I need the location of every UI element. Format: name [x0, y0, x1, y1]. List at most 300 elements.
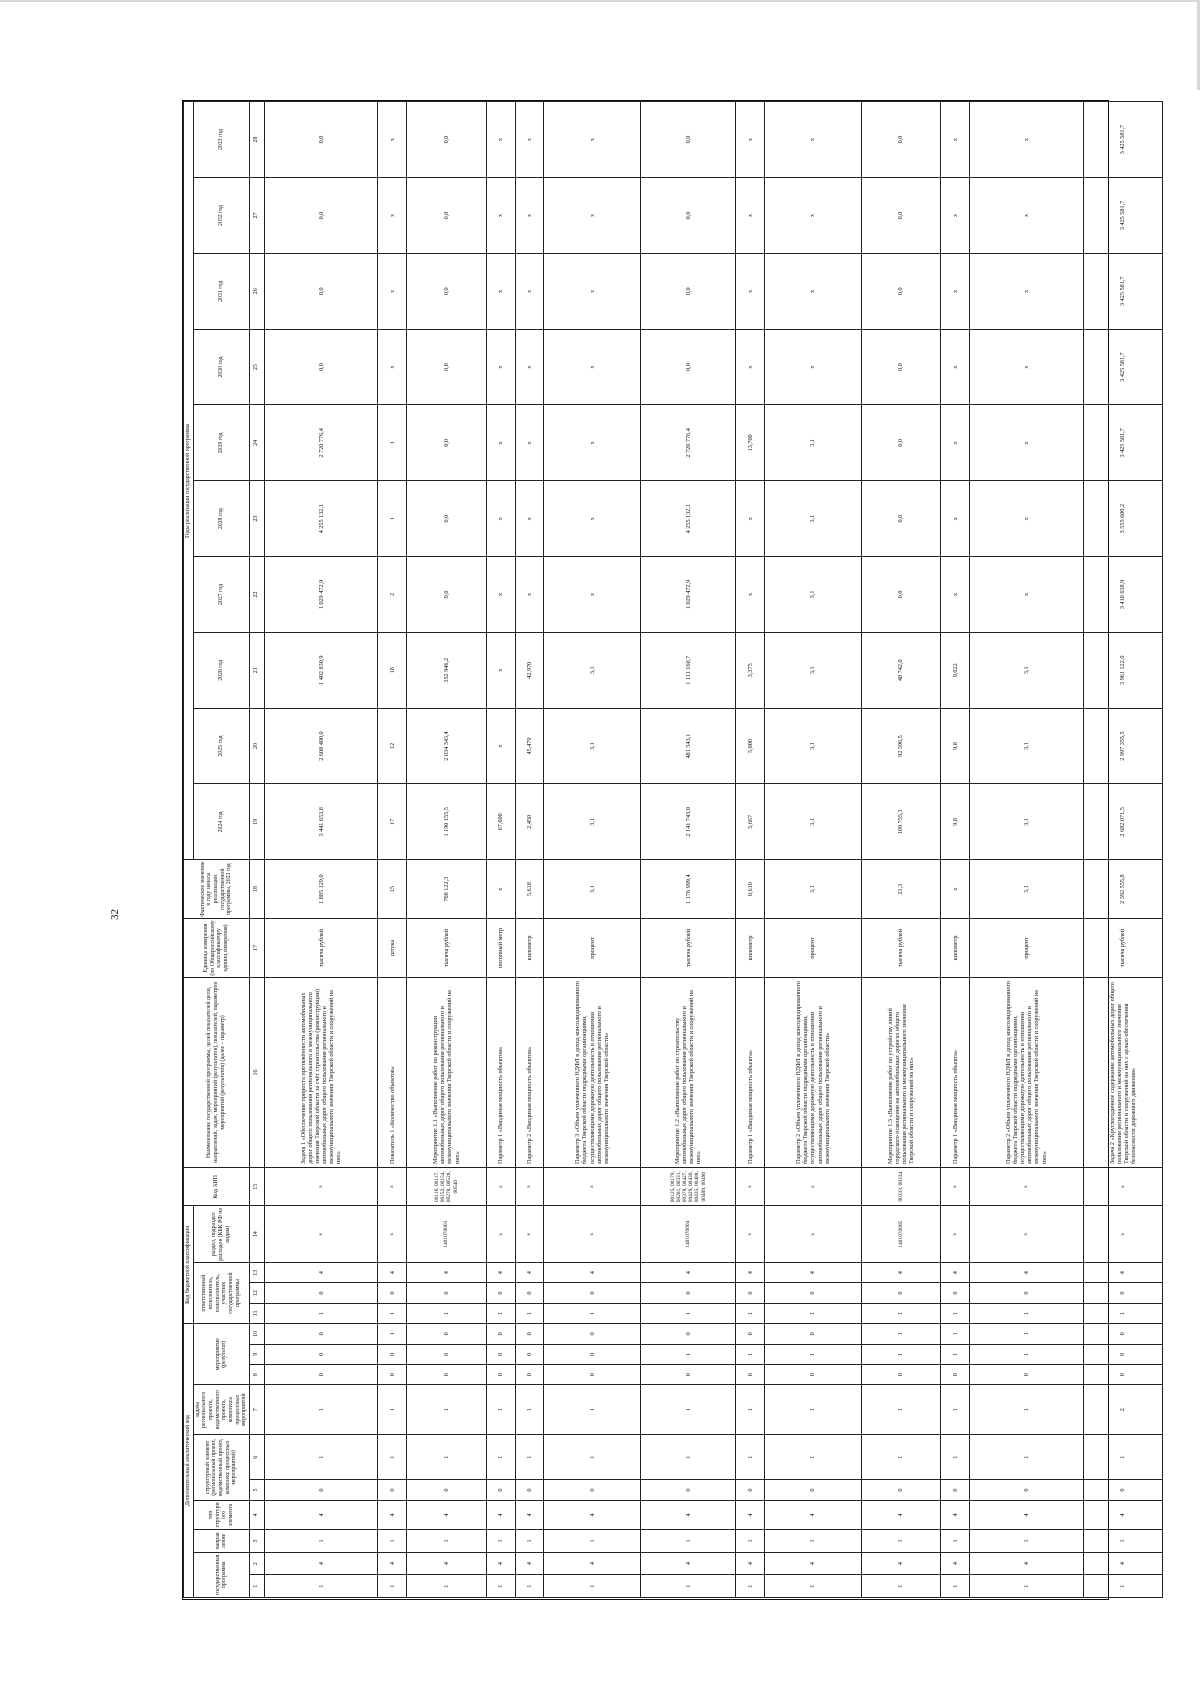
code-cell: 0: [941, 1364, 970, 1384]
header-unit: Единица измерения (по Общероссийскому классификатору единиц измерения): [184, 919, 250, 978]
unit-cell: тысяча рублей: [861, 919, 941, 978]
header-fact: Фактическое значение в году начала реализации государственной программы, 2023 год: [184, 860, 250, 919]
code-cell: 1: [970, 1303, 1083, 1323]
year-value-cell: 3,1: [765, 632, 862, 708]
code-cell: 4: [486, 1500, 515, 1529]
name-cell: Мероприятие 1.3 «Выполнение работ по устройству линий городского освещения на автомобильных дорогах общего пользования регионального и межмуниципального значения Тверской области и сооружений на них»: [861, 977, 941, 1167]
code-cell: 0: [544, 1324, 641, 1345]
code-cell: 0: [640, 1324, 736, 1345]
header-event: мероприятие (результат): [193, 1324, 249, 1385]
aip-cell: х: [970, 1167, 1083, 1205]
year-value-cell: х: [765, 253, 862, 329]
code-cell: 1: [486, 1303, 515, 1323]
column-number-row: [249, 102, 264, 1598]
fact-cell: 3,1: [544, 860, 641, 919]
code-cell: 0: [544, 1480, 641, 1500]
code-cell: 4: [861, 1263, 941, 1283]
code-cell: 1: [515, 1385, 544, 1435]
code-cell: 4: [941, 1263, 970, 1283]
code-cell: 4: [264, 1263, 377, 1283]
fact-cell: 21,3: [861, 860, 941, 919]
code-cell: 0: [264, 1324, 377, 1345]
code-cell: 1: [941, 1344, 970, 1364]
kbk-cell: х: [378, 1206, 407, 1263]
year-value-cell: х: [736, 557, 765, 633]
aip-cell: х: [544, 1167, 641, 1205]
year-value-cell: 352 946,2: [407, 632, 487, 708]
year-value-cell: 3,1: [544, 708, 641, 784]
code-cell: 1: [941, 1530, 970, 1553]
header-budget-group: Код бюджетной классификации: [184, 1206, 194, 1324]
code-cell: 1: [378, 1385, 407, 1435]
kbk-cell: х: [765, 1206, 862, 1263]
year-value-cell: 2 141 743,0: [640, 784, 736, 860]
year-value-cell: 1 402 830,9: [264, 632, 377, 708]
year-value-cell: х: [941, 178, 970, 254]
header-task: задача регионального проекта, ведомственного проекта, комплекса процессных мероприятий: [193, 1385, 249, 1435]
column-number: 22: [249, 557, 264, 633]
code-cell: 1: [861, 1303, 941, 1323]
code-cell: 1: [1083, 1575, 1163, 1598]
aip-cell: х: [378, 1167, 407, 1205]
year-value-cell: 0,0: [861, 178, 941, 254]
code-cell: 0: [264, 1480, 377, 1500]
code-cell: 4: [264, 1552, 377, 1575]
year-value-cell: 5,667: [736, 784, 765, 860]
unit-cell: километр: [941, 919, 970, 978]
code-cell: 1: [640, 1530, 736, 1553]
code-cell: 1: [407, 1303, 487, 1323]
column-number: 9: [249, 1344, 264, 1364]
year-value-cell: х: [378, 329, 407, 405]
header-aip: Код АИП: [184, 1167, 250, 1205]
code-cell: 0: [407, 1364, 487, 1384]
header-year-2030: 2030 год: [193, 329, 249, 405]
aip-cell: 00116, 00117, 00152, 00154, 00278, 00528, 00540: [407, 1167, 487, 1205]
code-cell: 0: [736, 1480, 765, 1500]
code-cell: 1: [378, 1530, 407, 1553]
code-cell: 4: [544, 1552, 641, 1575]
code-cell: 1: [765, 1530, 862, 1553]
year-value-cell: 0,0: [264, 102, 377, 178]
year-value-cell: 4 255 132,1: [640, 481, 736, 557]
code-cell: 0: [378, 1344, 407, 1364]
year-value-cell: х: [970, 405, 1083, 481]
year-value-cell: 481 543,1: [640, 708, 736, 784]
code-cell: 0: [486, 1344, 515, 1364]
fact-cell: х: [941, 860, 970, 919]
code-cell: 4: [1083, 1500, 1163, 1529]
column-number: 2: [249, 1552, 264, 1575]
year-value-cell: 0,0: [407, 481, 487, 557]
code-cell: 1: [378, 1303, 407, 1323]
code-cell: 1: [970, 1530, 1083, 1553]
header-gp: государственная программа: [193, 1552, 249, 1597]
year-value-cell: х: [765, 329, 862, 405]
year-value-cell: 3 425 581,7: [1083, 102, 1163, 178]
code-cell: 0: [264, 1344, 377, 1364]
code-cell: 0: [861, 1364, 941, 1384]
year-value-cell: 2 720 776,4: [640, 405, 736, 481]
code-cell: 1: [640, 1435, 736, 1480]
code-cell: 4: [970, 1263, 1083, 1283]
name-cell: Задача 1 «Обеспечение прироста протяжённости автомобильных дорог общего пользования регионального и межмуниципального значения Тверской области за счёт строительства (реконструкции) автомобильных дорог общего пользования регионального и межмуниципального значения Тверской области и сооружений на них»: [264, 977, 377, 1167]
code-cell: 1: [941, 1575, 970, 1598]
code-cell: 4: [544, 1500, 641, 1529]
unit-cell: процент: [970, 919, 1083, 978]
year-value-cell: 109 755,3: [861, 784, 941, 860]
year-value-cell: 3,1: [970, 784, 1083, 860]
code-cell: 0: [1083, 1283, 1163, 1303]
year-value-cell: х: [515, 102, 544, 178]
code-cell: 0: [640, 1364, 736, 1384]
code-cell: 1: [861, 1385, 941, 1435]
year-value-cell: 42,970: [515, 632, 544, 708]
name-cell: Показатель 1 «Количество объектов»: [378, 977, 407, 1167]
column-number: 26: [249, 253, 264, 329]
code-cell: 4: [861, 1500, 941, 1529]
code-cell: 1: [765, 1385, 862, 1435]
table-row: [544, 102, 641, 1598]
column-number: 17: [249, 919, 264, 978]
code-cell: 1: [378, 1435, 407, 1480]
year-value-cell: х: [544, 481, 641, 557]
code-cell: 4: [970, 1500, 1083, 1529]
code-cell: 0: [264, 1283, 377, 1303]
code-cell: 1: [264, 1575, 377, 1598]
header-year-2032: 2032 год: [193, 178, 249, 254]
name-cell: Параметр 1 «Вводимая мощность объектов»: [486, 977, 515, 1167]
year-value-cell: 0,0: [861, 253, 941, 329]
year-value-cell: х: [765, 178, 862, 254]
code-cell: 0: [640, 1283, 736, 1303]
code-cell: 4: [515, 1263, 544, 1283]
program-table: [183, 101, 1163, 1598]
year-value-cell: 3 555 600,2: [1083, 481, 1163, 557]
year-value-cell: 2: [378, 557, 407, 633]
header-years-group: Годы реализации государственной программы: [184, 102, 194, 860]
code-cell: 0: [264, 1364, 377, 1384]
fact-cell: 15: [378, 860, 407, 919]
column-number: 23: [249, 481, 264, 557]
aip-cell: х: [486, 1167, 515, 1205]
year-value-cell: х: [941, 253, 970, 329]
header-struct: структурный элемент (региональный проект, ведомственный проект, комплекс процессных мероприятий): [193, 1435, 249, 1501]
code-cell: 1: [515, 1530, 544, 1553]
header-year-2029: 2029 год: [193, 405, 249, 481]
fact-cell: 708 122,3: [407, 860, 487, 919]
column-number: 10: [249, 1324, 264, 1345]
aip-cell: 00333, 00334: [861, 1167, 941, 1205]
aip-cell: 00125, 00179, 00281, 00331, 00378, 00427, 00429, 00430, 00435, 00488, 00489, 00490: [640, 1167, 736, 1205]
code-cell: 4: [486, 1263, 515, 1283]
code-cell: 1: [1083, 1530, 1163, 1553]
year-value-cell: 3 441 653,8: [264, 784, 377, 860]
code-cell: 0: [515, 1283, 544, 1303]
code-cell: 0: [765, 1283, 862, 1303]
code-cell: 1: [407, 1435, 487, 1480]
year-value-cell: х: [378, 178, 407, 254]
year-value-cell: 0,0: [407, 102, 487, 178]
code-cell: 1: [970, 1575, 1083, 1598]
code-cell: 1: [970, 1324, 1083, 1345]
year-value-cell: 12: [378, 708, 407, 784]
code-cell: 4: [407, 1263, 487, 1283]
code-cell: 0: [941, 1480, 970, 1500]
column-number: 27: [249, 178, 264, 254]
fact-cell: 1 885 129,0: [264, 860, 377, 919]
table-row: [264, 102, 377, 1598]
year-value-cell: 2 720 776,4: [264, 405, 377, 481]
code-cell: 4: [861, 1552, 941, 1575]
code-cell: 0: [544, 1283, 641, 1303]
unit-cell: тысяча рублей: [407, 919, 487, 978]
code-cell: 1: [1083, 1303, 1163, 1323]
column-number: 18: [249, 860, 264, 919]
code-cell: 2: [1083, 1385, 1163, 1435]
year-value-cell: 3 425 581,7: [1083, 405, 1163, 481]
table-row: [736, 102, 765, 1598]
name-cell: Параметр 2 «Объем уплаченного НДФЛ в доход консолидированного бюджета Тверской области подрядными организациями, осуществляющими дорожную деятельность в отношении автомобильных дорог общего пользования регионального и межмуниципального значения Тверской области и сооружений на них»: [970, 977, 1083, 1167]
header-row-1: [184, 102, 194, 1598]
name-cell: Параметр 2 «Объем уплаченного НДФЛ в доход консолидированного бюджета Тверской области подрядными организациями, осуществляющими дорожную деятельность в отношении автомобильных дорог общего пользования регионального и межмуниципального значения Тверской области»: [765, 977, 862, 1167]
fact-cell: х: [486, 860, 515, 919]
code-cell: 1: [736, 1575, 765, 1598]
year-value-cell: 0,0: [640, 102, 736, 178]
year-value-cell: 18: [378, 632, 407, 708]
code-cell: 1: [378, 1324, 407, 1345]
year-value-cell: х: [736, 102, 765, 178]
header-razdel: раздел, подраздел расходов (КБК РФ по видам): [193, 1206, 249, 1263]
code-cell: 1: [941, 1303, 970, 1323]
code-cell: 4: [736, 1552, 765, 1575]
column-number: 13: [249, 1263, 264, 1283]
code-cell: 0: [515, 1324, 544, 1345]
column-number: 21: [249, 632, 264, 708]
code-cell: 0: [515, 1344, 544, 1364]
code-cell: 0: [407, 1324, 487, 1345]
code-cell: 0: [640, 1480, 736, 1500]
code-cell: 1: [861, 1324, 941, 1345]
year-value-cell: 3 961 122,0: [1083, 632, 1163, 708]
name-cell: Параметр 1 «Вводимая мощность объекта»: [736, 977, 765, 1167]
header-admin: ответственный исполнитель, соисполнитель, участник государственной программы: [193, 1263, 249, 1324]
code-cell: 1: [544, 1575, 641, 1598]
unit-cell: штука: [378, 919, 407, 978]
code-cell: 1: [515, 1435, 544, 1480]
code-cell: 0: [970, 1480, 1083, 1500]
code-cell: 1: [544, 1435, 641, 1480]
code-cell: 0: [378, 1364, 407, 1384]
code-cell: 1: [861, 1435, 941, 1480]
year-value-cell: 3,1: [970, 708, 1083, 784]
aip-cell: х: [1083, 1167, 1163, 1205]
column-number: 8: [249, 1364, 264, 1384]
code-cell: 1: [941, 1324, 970, 1345]
year-value-cell: 3,375: [736, 632, 765, 708]
code-cell: 1: [640, 1385, 736, 1435]
year-value-cell: х: [970, 329, 1083, 405]
code-cell: 0: [765, 1480, 862, 1500]
unit-cell: погонный метр: [486, 919, 515, 978]
code-cell: 0: [1083, 1344, 1163, 1364]
year-value-cell: 9,8: [941, 784, 970, 860]
kbk-cell: 1401070003: [407, 1206, 487, 1263]
year-value-cell: 17: [378, 784, 407, 860]
code-cell: 1: [486, 1530, 515, 1553]
year-value-cell: х: [736, 329, 765, 405]
year-value-cell: х: [941, 329, 970, 405]
column-number: 24: [249, 405, 264, 481]
fact-cell: 5,618: [515, 860, 544, 919]
code-cell: 0: [736, 1324, 765, 1345]
code-cell: 1: [941, 1435, 970, 1480]
year-value-cell: х: [544, 405, 641, 481]
year-value-cell: 0,0: [640, 329, 736, 405]
table-row: [1083, 102, 1163, 1598]
code-cell: 1: [861, 1530, 941, 1553]
code-cell: 0: [1083, 1480, 1163, 1500]
code-cell: 1: [640, 1344, 736, 1364]
code-cell: 4: [640, 1552, 736, 1575]
column-number: 3: [249, 1530, 264, 1553]
code-cell: 4: [640, 1263, 736, 1283]
year-value-cell: 3 425 581,7: [1083, 178, 1163, 254]
code-cell: 0: [941, 1283, 970, 1303]
year-value-cell: 2 682 071,5: [1083, 784, 1163, 860]
code-cell: 0: [861, 1480, 941, 1500]
year-value-cell: 4 255 132,1: [264, 481, 377, 557]
code-cell: 1: [544, 1385, 641, 1435]
code-cell: 0: [407, 1480, 487, 1500]
code-cell: 1: [970, 1435, 1083, 1480]
code-cell: 0: [378, 1480, 407, 1500]
column-number: 14: [249, 1206, 264, 1263]
code-cell: 1: [1083, 1435, 1163, 1480]
year-value-cell: х: [544, 253, 641, 329]
year-value-cell: х: [378, 253, 407, 329]
table-row: [515, 102, 544, 1598]
year-value-cell: х: [486, 178, 515, 254]
name-cell: Параметр 1 «Вводимая мощность объекта»: [941, 977, 970, 1167]
code-cell: 4: [941, 1552, 970, 1575]
code-cell: 0: [486, 1480, 515, 1500]
column-number: 15: [249, 1167, 264, 1205]
code-cell: 0: [486, 1324, 515, 1345]
table-row: [861, 102, 941, 1598]
year-value-cell: х: [486, 632, 515, 708]
code-cell: 4: [378, 1500, 407, 1529]
fact-cell: 0,610: [736, 860, 765, 919]
year-value-cell: х: [486, 253, 515, 329]
unit-cell: процент: [765, 919, 862, 978]
header-year-2028: 2028 год: [193, 481, 249, 557]
year-value-cell: 48 742,0: [861, 632, 941, 708]
code-cell: 0: [861, 1283, 941, 1303]
kbk-cell: х: [264, 1206, 377, 1263]
column-number: 7: [249, 1385, 264, 1435]
unit-cell: тысяча рублей: [1083, 919, 1163, 978]
year-value-cell: 0,0: [861, 329, 941, 405]
header-year-2027: 2027 год: [193, 557, 249, 633]
code-cell: 4: [378, 1263, 407, 1283]
aip-cell: х: [264, 1167, 377, 1205]
year-value-cell: 3 425 581,7: [1083, 253, 1163, 329]
code-cell: 4: [1083, 1552, 1163, 1575]
column-number: 25: [249, 329, 264, 405]
column-number: 1: [249, 1575, 264, 1598]
fact-cell: 3,1: [765, 860, 862, 919]
code-cell: 4: [544, 1263, 641, 1283]
code-cell: 1: [861, 1344, 941, 1364]
code-cell: 1: [407, 1575, 487, 1598]
year-value-cell: 13,700: [736, 405, 765, 481]
code-cell: 1: [640, 1303, 736, 1323]
year-value-cell: 2,450: [515, 784, 544, 860]
code-cell: 1: [378, 1575, 407, 1598]
year-value-cell: х: [378, 102, 407, 178]
year-value-cell: 1 029 472,9: [640, 557, 736, 633]
year-value-cell: х: [970, 557, 1083, 633]
code-cell: 4: [736, 1500, 765, 1529]
code-cell: 4: [640, 1500, 736, 1529]
kbk-cell: х: [970, 1206, 1083, 1263]
code-cell: 0: [765, 1364, 862, 1384]
year-value-cell: 3,1: [765, 481, 862, 557]
year-value-cell: х: [486, 557, 515, 633]
code-cell: 0: [765, 1324, 862, 1345]
table-row: [407, 102, 487, 1598]
code-cell: 0: [1083, 1324, 1163, 1345]
landscape-table-sheet: [182, 100, 1138, 1600]
code-cell: 4: [486, 1552, 515, 1575]
year-value-cell: 0,0: [407, 557, 487, 633]
kbk-cell: х: [486, 1206, 515, 1263]
code-cell: 4: [765, 1552, 862, 1575]
name-cell: Мероприятие 1.2 «Выполнение работ по строительству автомобильных дорог общего пользования регионального и межмуниципального значения Тверской области и сооружений на них»: [640, 977, 736, 1167]
year-value-cell: х: [515, 329, 544, 405]
year-value-cell: 92 596,5: [861, 708, 941, 784]
code-cell: 0: [736, 1283, 765, 1303]
unit-cell: километр: [736, 919, 765, 978]
year-value-cell: 1 029 472,9: [264, 557, 377, 633]
year-value-cell: 1: [378, 481, 407, 557]
fact-cell: 3,1: [970, 860, 1083, 919]
year-value-cell: 3,1: [765, 405, 862, 481]
year-value-cell: 3,1: [544, 632, 641, 708]
name-cell: Параметр 2 «Вводимая мощность объектов»: [515, 977, 544, 1167]
unit-cell: процент: [544, 919, 641, 978]
year-value-cell: х: [941, 102, 970, 178]
year-value-cell: 9,022: [941, 632, 970, 708]
header-analytic-group: Дополнительный аналитический код: [184, 1324, 194, 1598]
column-number: 11: [249, 1303, 264, 1323]
header-year-2031: 2031 год: [193, 253, 249, 329]
year-value-cell: х: [486, 329, 515, 405]
code-cell: 1: [941, 1385, 970, 1435]
code-cell: 1: [486, 1385, 515, 1435]
code-cell: 1: [765, 1435, 862, 1480]
year-value-cell: 2 997 355,5: [1083, 708, 1163, 784]
column-number: 28: [249, 102, 264, 178]
year-value-cell: х: [736, 481, 765, 557]
code-cell: 4: [378, 1552, 407, 1575]
code-cell: 0: [970, 1364, 1083, 1384]
table-row: [378, 102, 407, 1598]
year-value-cell: х: [970, 178, 1083, 254]
code-cell: 1: [736, 1344, 765, 1364]
year-value-cell: х: [544, 102, 641, 178]
